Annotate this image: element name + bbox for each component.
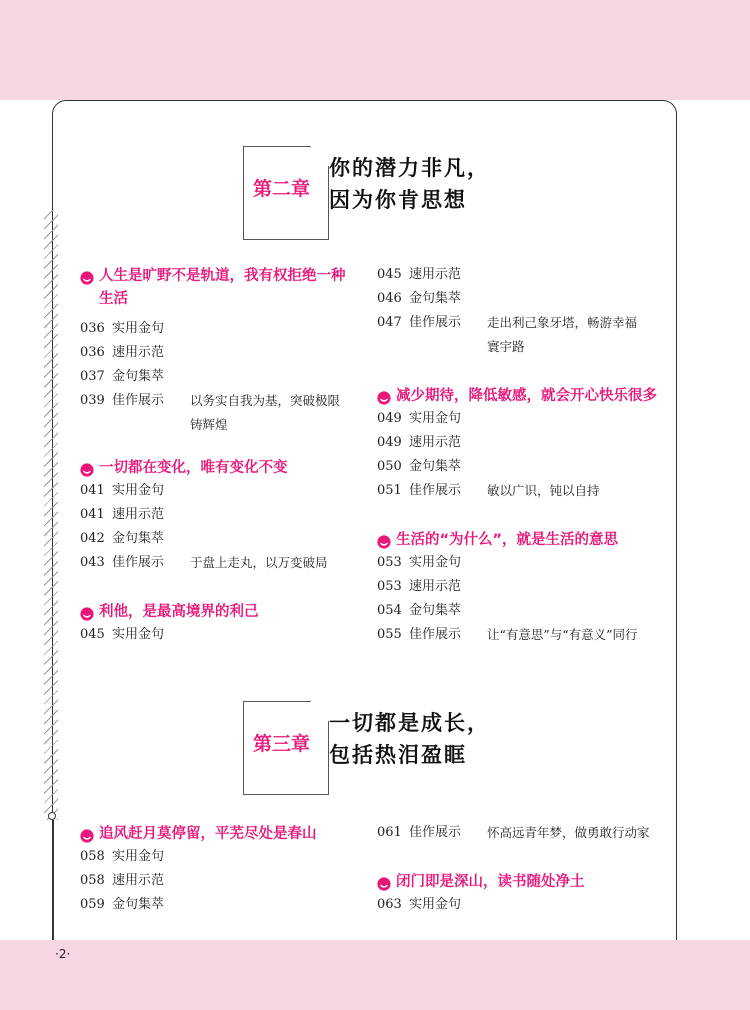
chapter-label: 第三章 xyxy=(253,733,311,755)
entry-page-number: 049 xyxy=(377,411,402,426)
margin-rule xyxy=(52,820,54,940)
entry-page-number: 046 xyxy=(377,291,402,306)
entry-page-number: 042 xyxy=(80,531,105,546)
entry-page-number: 055 xyxy=(377,627,402,642)
entry-page-number: 061 xyxy=(377,825,402,840)
entry-page-number: 049 xyxy=(377,435,402,450)
entry-description: 走出利己象牙塔，畅游幸福 xyxy=(487,315,638,330)
entry-description: 于盘上走丸，以万变破局 xyxy=(190,555,328,570)
pink-bottom-band xyxy=(0,940,750,1010)
section-title: 减少期待，降低敏感，就会开心快乐很多 xyxy=(396,388,657,404)
entry-description: 敏以广识，钝以自持 xyxy=(487,483,600,498)
entry-label: 实用金句 xyxy=(112,849,165,864)
page-number: ·2· xyxy=(55,947,71,961)
entry-label: 实用金句 xyxy=(112,483,165,498)
entry-label: 佳作展示 xyxy=(409,483,462,498)
entry-page-number: 054 xyxy=(377,603,402,618)
entry-label: 实用金句 xyxy=(409,411,462,426)
entry-label: 速用示范 xyxy=(112,507,165,522)
entry-label: 金句集萃 xyxy=(112,531,165,546)
entry-page-number: 043 xyxy=(80,555,105,570)
entry-label: 实用金句 xyxy=(112,321,165,336)
chapter-title: 你的潜力非凡， 因为你肯思想 xyxy=(329,156,490,212)
pink-top-band xyxy=(0,0,750,100)
entry-page-number: 045 xyxy=(80,627,105,642)
hatched-margin-strip xyxy=(44,210,58,820)
section-title: 生活的“为什么”，就是生活的意思 xyxy=(396,532,619,548)
entry-page-number: 058 xyxy=(80,873,105,888)
entry-page-number: 053 xyxy=(377,579,402,594)
speech-bubble-icon xyxy=(377,389,391,403)
entry-label: 金句集萃 xyxy=(112,369,165,384)
entry-page-number: 037 xyxy=(80,369,105,384)
entry-label: 金句集萃 xyxy=(409,291,462,306)
entry-page-number: 041 xyxy=(80,507,105,522)
entry-label: 佳作展示 xyxy=(409,627,462,642)
section-title: 利他，是最高境界的利己 xyxy=(99,604,259,620)
entry-page-number: 039 xyxy=(80,393,105,408)
entry-label: 金句集萃 xyxy=(112,897,165,912)
section-title: 追风赶月莫停留，平芜尽处是春山 xyxy=(99,826,317,842)
entry-label: 佳作展示 xyxy=(112,393,165,408)
entry-label: 速用示范 xyxy=(409,435,462,450)
entry-page-number: 051 xyxy=(377,483,402,498)
entry-page-number: 053 xyxy=(377,555,402,570)
entry-label: 实用金句 xyxy=(112,627,165,642)
entry-label: 佳作展示 xyxy=(112,555,165,570)
chapter-title: 一切都是成长， 包括热泪盈眶 xyxy=(329,711,490,767)
entry-label: 金句集萃 xyxy=(409,603,462,618)
section-title: 生活 xyxy=(99,291,128,307)
entry-description: 怀高远青年梦，做勇敢行动家 xyxy=(487,825,650,840)
speech-bubble-icon xyxy=(377,533,391,547)
entry-description: 铸辉煌 xyxy=(190,417,228,432)
entry-page-number: 036 xyxy=(80,345,105,360)
entry-page-number: 036 xyxy=(80,321,105,336)
entry-description: 让“有意思”与“有意义”同行 xyxy=(487,627,638,642)
entry-label: 速用示范 xyxy=(112,873,165,888)
entry-label: 速用示范 xyxy=(409,267,462,282)
speech-bubble-icon xyxy=(80,269,94,283)
speech-bubble-icon xyxy=(80,827,94,841)
entry-description: 寰宇路 xyxy=(487,339,525,354)
entry-page-number: 041 xyxy=(80,483,105,498)
chapter-label: 第二章 xyxy=(253,178,311,200)
entry-label: 佳作展示 xyxy=(409,825,462,840)
entry-label: 佳作展示 xyxy=(409,315,462,330)
entry-label: 实用金句 xyxy=(409,897,462,912)
entry-description: 以务实自我为基，突破极限 xyxy=(190,393,341,408)
entry-page-number: 047 xyxy=(377,315,402,330)
entry-page-number: 045 xyxy=(377,267,402,282)
entry-label: 金句集萃 xyxy=(409,459,462,474)
section-title: 一切都在变化，唯有变化不变 xyxy=(99,460,288,476)
entry-page-number: 059 xyxy=(80,897,105,912)
speech-bubble-icon xyxy=(377,875,391,889)
entry-page-number: 050 xyxy=(377,459,402,474)
entry-page-number: 058 xyxy=(80,849,105,864)
speech-bubble-icon xyxy=(80,461,94,475)
entry-label: 实用金句 xyxy=(409,555,462,570)
chapter-header-2 xyxy=(243,146,623,240)
margin-rule-dot xyxy=(48,812,56,820)
entry-page-number: 063 xyxy=(377,897,402,912)
section-title: 闭门即是深山，读书随处净土 xyxy=(396,874,585,890)
entry-label: 速用示范 xyxy=(112,345,165,360)
section-title: 人生是旷野不是轨道，我有权拒绝一种 xyxy=(99,268,346,284)
speech-bubble-icon xyxy=(80,605,94,619)
chapter-header-3 xyxy=(243,701,623,795)
entry-label: 速用示范 xyxy=(409,579,462,594)
